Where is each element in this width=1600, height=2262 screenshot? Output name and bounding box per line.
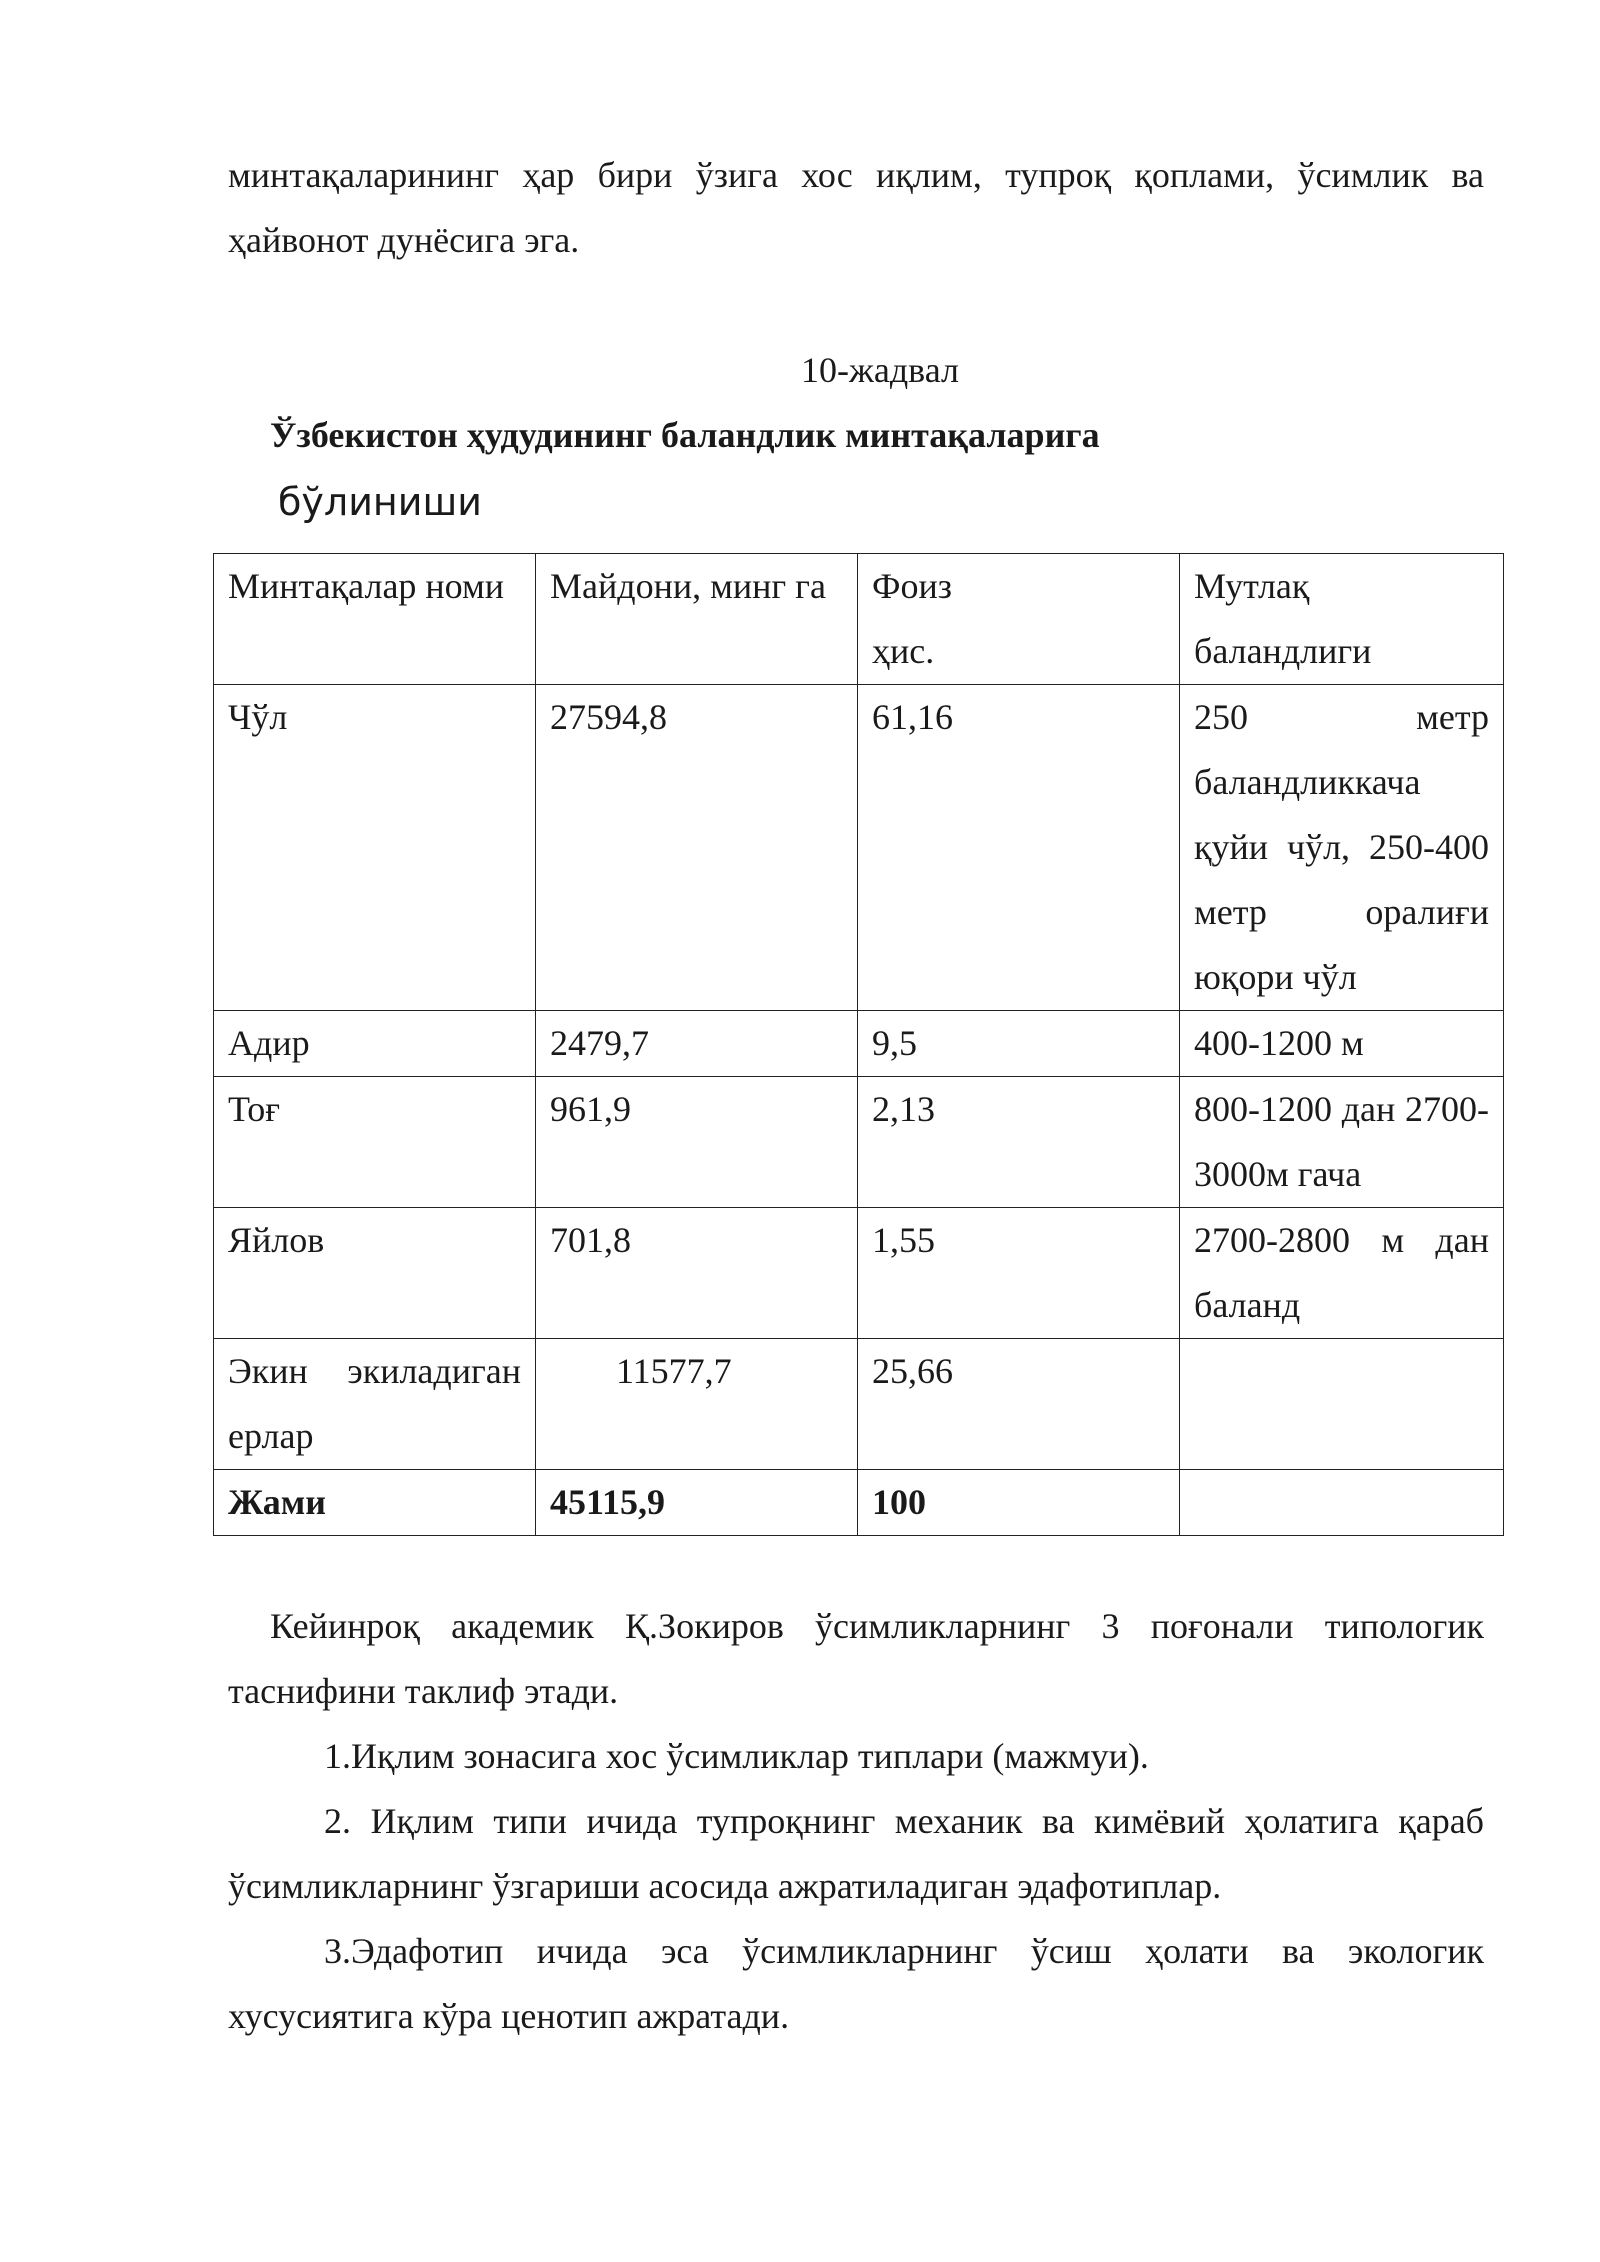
table-cell: Чўл [214,685,536,1011]
table-number: 10-жадвал [801,350,959,390]
table-cell: Тоғ [214,1077,536,1208]
table-cell: 9,5 [858,1011,1180,1077]
altitude-zones-table [213,553,1504,1536]
intro-paragraph: минтақаларининг ҳар бири ўзига хос иқлим, тупроқ қоплами, ўсимлик ва ҳайвонот дунёсига эга. [228,155,1484,260]
total-cell [1180,1470,1504,1536]
body-paragraph: Кейинроқ академик Қ.Зокиров ўсимликларнинг 3 поғонали типологик таснифини таклиф этади. [228,1606,1484,1711]
table-header-row [214,554,1504,685]
table-cell: 2700-2800 м дан баланд [1180,1208,1504,1339]
table-cell: 400-1200 м [1180,1011,1504,1077]
table-cell: 27594,8 [536,685,858,1011]
table-cell: 25,66 [858,1339,1180,1470]
table-cell: Адир [214,1011,536,1077]
table-row [214,1208,1504,1339]
header-cell: Минтақалар номи [214,554,536,685]
table-cell: 961,9 [536,1077,858,1208]
list-item: 2. Иқлим типи ичида тупроқнинг механик ва кимёвий ҳолатига қараб ўсимликларнинг ўзгариши асосида ажратиладиган эдафотиплар. [228,1801,1484,1906]
table-row [214,685,1504,1011]
table-cell [1180,1339,1504,1470]
table-cell: 61,16 [858,685,1180,1011]
table-row [214,1011,1504,1077]
table-cell: Экин экиладиган ерлар [214,1339,536,1470]
table-title: Ўзбекистон ҳудудининг баландлик минтақаларига [270,415,1100,455]
total-cell: 100 [858,1470,1180,1536]
header-cell [858,554,1180,685]
header-cell [1180,554,1504,685]
list-item: 1.Иқлим зонасига хос ўсимликлар типлари (мажмуи). [324,1736,1149,1776]
table-title-continuation: бўлиниши [278,480,482,524]
table-cell: Яйлов [214,1208,536,1339]
table-cell: 2479,7 [536,1011,858,1077]
table-cell: 701,8 [536,1208,858,1339]
table-total-row [214,1470,1504,1536]
total-cell: 45115,9 [536,1470,858,1536]
header-cell-text: Фоиз ҳис. [872,566,952,671]
table-cell: 250 метр баландликкача қуйи чўл, 250-400 метр оралиғи юқори чўл [1180,685,1504,1011]
header-cell: Майдони, минг га [536,554,858,685]
table-row [214,1077,1504,1208]
table-cell: 1,55 [858,1208,1180,1339]
header-cell-text: Мутлақ баландлиги [1194,566,1372,671]
table-cell: 800-1200 дан 2700-3000м гача [1180,1077,1504,1208]
table-row [214,1339,1504,1470]
total-cell: Жами [214,1470,536,1536]
list-item: 3.Эдафотип ичида эса ўсимликларнинг ўсиш ҳолати ва экологик хусусиятига кўра ценотип ажратади. [228,1931,1484,2036]
table-cell: 11577,7 [536,1339,858,1470]
table-cell: 2,13 [858,1077,1180,1208]
